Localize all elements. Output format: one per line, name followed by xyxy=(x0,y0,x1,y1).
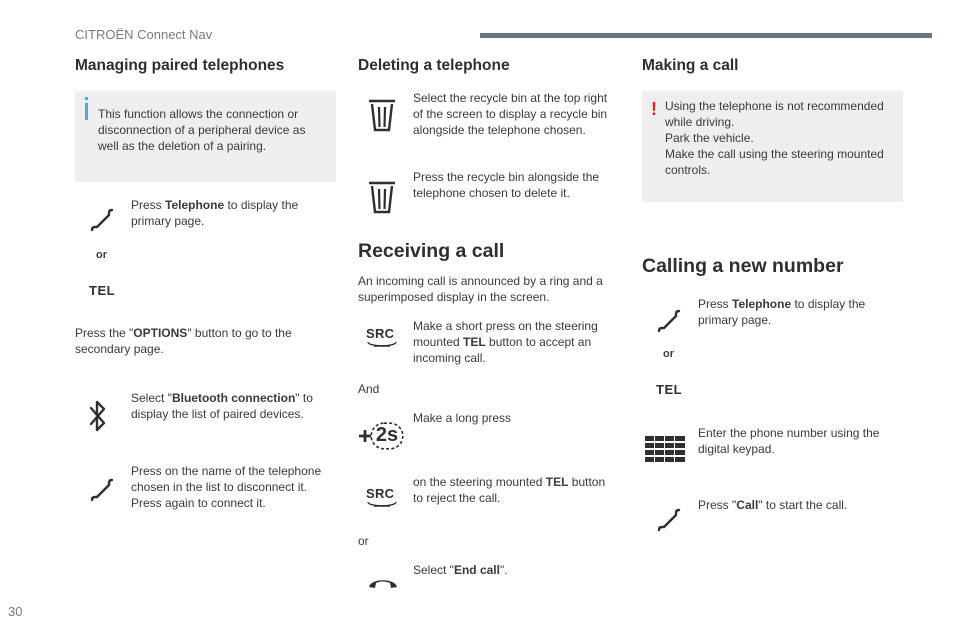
info-accent xyxy=(85,103,88,120)
src-label: SRC xyxy=(366,326,395,341)
phone-handset-icon xyxy=(88,206,116,234)
press-name-text: Press on the name of the telephone chosen in the list to disconnect it. Press again to connect it. xyxy=(131,464,322,510)
tel-label: TEL xyxy=(89,283,116,298)
header-bar xyxy=(480,33,932,38)
delete-step-2: Press the recycle bin alongside the telephone chosen to delete it. xyxy=(413,170,600,200)
keypad-icon xyxy=(645,436,685,462)
src-label: SRC xyxy=(366,486,395,501)
steering-src-button-icon xyxy=(366,326,400,349)
heading-managing-paired: Managing paired telephones xyxy=(75,57,285,74)
info-box xyxy=(75,91,336,182)
end-call-icon xyxy=(367,576,399,590)
two-seconds-label: 2s xyxy=(375,424,399,446)
recycle-bin-icon xyxy=(368,98,396,132)
steering-src-button-icon xyxy=(366,486,400,509)
short-press-text: Make a short press on the steering mounted TEL button to accept an incoming call. xyxy=(413,319,598,365)
warning-box xyxy=(642,91,903,202)
phone-handset-icon xyxy=(655,307,683,335)
info-text: This function allows the connection or disconnection of a peripheral device as well as the deletion of a pairing. xyxy=(98,107,306,153)
phone-handset-icon xyxy=(655,506,683,534)
and-label: And xyxy=(358,382,380,396)
press-telephone-text: Press Telephone to display the primary page. xyxy=(131,198,299,228)
long-press-2s-icon xyxy=(358,422,404,450)
or-label: or xyxy=(663,348,674,360)
reject-text: on the steering mounted TEL button to reject the call. xyxy=(413,475,606,505)
keypad-text: Enter the phone number using the digital keypad. xyxy=(698,426,880,456)
end-call-text: Select "End call". xyxy=(413,563,508,577)
header-title: CITROËN Connect Nav xyxy=(75,27,213,42)
bluetooth-icon xyxy=(88,399,108,433)
options-text: Press the "OPTIONS" button to go to the secondary page. xyxy=(75,326,292,356)
or-label: or xyxy=(358,534,369,548)
receive-intro: An incoming call is announced by a ring and a superimposed display in the screen. xyxy=(358,274,603,304)
long-press-text: Make a long press xyxy=(413,411,512,425)
delete-step-1: Select the recycle bin at the top right of the screen to display a recycle bin alongside the telephone chosen. xyxy=(413,91,608,137)
or-label: or xyxy=(96,249,107,261)
warning-exclamation-icon: ! xyxy=(651,99,657,119)
heading-making-call: Making a call xyxy=(642,57,739,74)
press-telephone-text: Press Telephone to display the primary page. xyxy=(698,297,866,327)
heading-calling-new-number: Calling a new number xyxy=(642,255,844,277)
page-number: 30 xyxy=(8,604,23,619)
bluetooth-text: Select "Bluetooth connection" to display the list of paired devices. xyxy=(131,391,313,421)
call-text: Press "Call" to start the call. xyxy=(698,498,848,512)
heading-deleting-telephone: Deleting a telephone xyxy=(358,57,510,74)
recycle-bin-icon xyxy=(368,180,396,214)
phone-handset-icon xyxy=(88,476,116,504)
heading-receiving-call: Receiving a call xyxy=(358,240,505,262)
tel-label: TEL xyxy=(656,382,683,397)
warning-text: Using the telephone is not recommended while driving. Park the vehicle. Make the call using the steering mounted controls. xyxy=(665,99,884,177)
